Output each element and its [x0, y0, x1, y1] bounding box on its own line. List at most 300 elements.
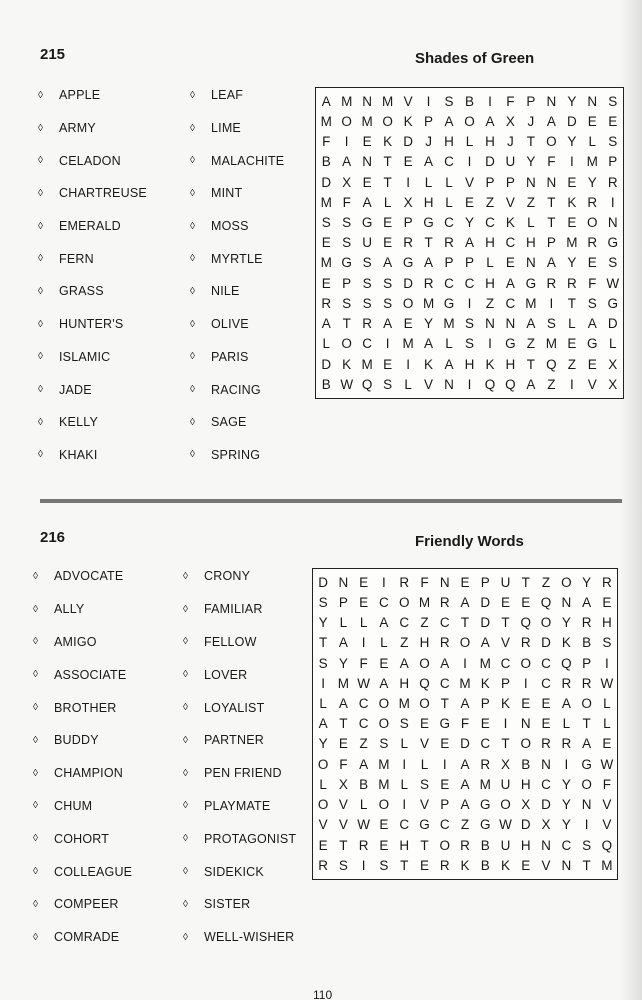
grid-letter: C	[505, 235, 516, 251]
diamond-bullet-icon: ◊	[183, 898, 189, 910]
word-list-item	[38, 275, 147, 308]
word-text: FERN	[59, 251, 94, 266]
grid-letter: Y	[567, 93, 577, 109]
grid-letter: R	[423, 275, 434, 291]
word-list-item	[33, 626, 132, 659]
grid-letter: A	[338, 635, 348, 651]
grid-letter: O	[341, 113, 352, 129]
word-text: OLIVE	[211, 317, 249, 332]
grid-letter: L	[420, 756, 429, 772]
grid-letter: C	[561, 837, 572, 853]
grid-letter: C	[444, 215, 454, 231]
grid-letter: R	[561, 736, 572, 752]
word-list-item	[38, 308, 147, 341]
grid-letter: Y	[464, 215, 474, 231]
diamond-bullet-icon: ◊	[38, 155, 44, 167]
grid-letter: R	[581, 675, 592, 691]
grid-letter: I	[442, 756, 447, 772]
grid-letter: L	[319, 776, 327, 792]
grid-letter: R	[581, 615, 592, 631]
word-text: CHAMPION	[54, 766, 123, 781]
grid-letter: L	[445, 194, 453, 210]
word-list-item	[33, 691, 132, 724]
word-list-column	[38, 79, 147, 471]
grid-letter: M	[566, 235, 578, 251]
word-list-item	[38, 341, 147, 374]
grid-letter: B	[321, 376, 331, 392]
grid-letter: B	[582, 635, 592, 651]
grid-letter: A	[359, 756, 369, 772]
grid-letter: K	[485, 356, 495, 372]
grid-letter: G	[525, 275, 537, 291]
grid-letter: E	[362, 174, 372, 190]
word-list-item	[183, 691, 296, 724]
grid-letter: T	[460, 615, 470, 631]
grid-letter: U	[500, 837, 511, 853]
grid-letter: O	[378, 696, 390, 712]
diamond-bullet-icon: ◊	[183, 636, 189, 648]
grid-letter: E	[383, 215, 393, 231]
grid-letter: Y	[424, 316, 434, 332]
grid-letter: Z	[526, 336, 536, 352]
grid-letter: V	[602, 817, 612, 833]
grid-letter: A	[505, 275, 515, 291]
word-text: SISTER	[204, 897, 251, 912]
grid-letter: R	[403, 235, 413, 251]
grid-letter: D	[485, 154, 495, 170]
grid-letter: K	[567, 194, 577, 210]
grid-letter: E	[359, 594, 369, 610]
grid-letter: T	[501, 736, 510, 752]
grid-letter: A	[338, 696, 348, 712]
grid-letter: D	[541, 635, 551, 651]
word-text: SAGE	[211, 415, 247, 430]
grid-letter: X	[608, 356, 618, 372]
grid-letter: E	[521, 857, 531, 873]
grid-letter: S	[608, 255, 618, 271]
grid-letter: I	[406, 174, 410, 190]
grid-letter: V	[419, 797, 429, 813]
word-text: KELLY	[59, 415, 98, 430]
grid-letter: S	[399, 716, 409, 732]
grid-letter: M	[601, 857, 613, 873]
grid-letter: I	[610, 194, 615, 210]
grid-letter: V	[338, 817, 348, 833]
grid-letter: C	[541, 675, 551, 691]
grid-letter: Z	[485, 295, 495, 311]
grid-letter: P	[464, 255, 474, 271]
grid-letter: M	[341, 93, 353, 109]
grid-letter: M	[378, 776, 390, 792]
grid-letter: C	[439, 615, 450, 631]
grid-letter: J	[507, 134, 514, 150]
grid-letter: O	[581, 776, 592, 792]
word-list-item	[33, 593, 132, 626]
grid-letter: M	[586, 154, 598, 170]
grid-letter: R	[607, 174, 618, 190]
grid-letter: C	[505, 295, 516, 311]
word-text: JADE	[59, 382, 92, 397]
word-list-item	[183, 724, 296, 757]
diamond-bullet-icon: ◊	[38, 351, 44, 363]
word-list-item	[38, 373, 147, 406]
grid-letter: V	[424, 376, 434, 392]
grid-letter: E	[321, 275, 331, 291]
grid-letter: X	[608, 376, 618, 392]
grid-letter: X	[505, 113, 515, 129]
grid-letter: O	[402, 295, 414, 311]
word-list-item	[33, 757, 132, 790]
grid-letter: E	[587, 113, 597, 129]
grid-letter: O	[398, 594, 410, 610]
grid-letter: E	[383, 356, 393, 372]
word-list-item	[183, 560, 296, 593]
grid-letter: O	[317, 797, 329, 813]
grid-letter: S	[342, 215, 352, 231]
grid-letter: K	[424, 356, 434, 372]
word-text: HUNTER'S	[59, 317, 124, 332]
word-list-item	[190, 210, 284, 243]
grid-letter: A	[362, 194, 372, 210]
grid-letter: L	[400, 736, 408, 752]
grid-letter: D	[607, 316, 618, 332]
grid-letter: A	[561, 696, 571, 712]
grid-letter: O	[581, 696, 592, 712]
grid-letter: T	[342, 316, 351, 332]
word-text: PARTNER	[204, 733, 264, 748]
word-text: LIME	[211, 121, 241, 136]
grid-letter: G	[402, 255, 414, 271]
grid-letter: F	[588, 275, 597, 291]
grid-letter: H	[505, 356, 516, 372]
grid-letter: D	[460, 736, 470, 752]
grid-letter: M	[378, 756, 390, 772]
word-list-item	[183, 593, 296, 626]
grid-letter: N	[362, 154, 373, 170]
grid-letter: Q	[520, 615, 532, 631]
diamond-bullet-icon: ◊	[183, 800, 189, 812]
grid-letter: A	[342, 154, 352, 170]
diamond-bullet-icon: ◊	[190, 449, 196, 461]
grid-letter: Z	[567, 356, 576, 372]
grid-letter: U	[500, 574, 511, 590]
grid-letter: C	[439, 675, 450, 691]
diamond-bullet-icon: ◊	[33, 866, 39, 878]
grid-letter: E	[567, 174, 577, 190]
word-list-item	[190, 144, 284, 177]
grid-letter: T	[526, 356, 536, 372]
grid-letter: R	[318, 857, 328, 873]
grid-letter: C	[444, 154, 454, 170]
grid-letter: E	[338, 736, 348, 752]
grid-letter: I	[569, 376, 574, 392]
grid-letter: L	[486, 255, 494, 271]
grid-letter: Z	[400, 635, 409, 651]
grid-letter: Q	[540, 594, 552, 610]
word-list-item	[33, 560, 132, 593]
grid-letter: D	[403, 134, 413, 150]
grid-letter: Y	[318, 736, 328, 752]
grid-letter: O	[540, 615, 552, 631]
word-list-item	[183, 855, 296, 888]
puzzle-title: Shades of Green	[415, 50, 535, 67]
word-text: CRONY	[204, 569, 251, 584]
grid-letter: I	[402, 797, 407, 813]
word-text: COHORT	[54, 831, 110, 846]
grid-letter: D	[541, 797, 551, 813]
grid-letter: A	[464, 235, 474, 251]
grid-letter: Y	[561, 615, 571, 631]
grid-letter: R	[541, 736, 551, 752]
grid-letter: T	[383, 174, 392, 190]
grid-letter: S	[587, 295, 597, 311]
grid-letter: N	[541, 756, 551, 772]
grid-letter: T	[582, 716, 591, 732]
grid-letter: O	[500, 797, 511, 813]
grid-letter: P	[424, 113, 434, 129]
word-text: LEAF	[211, 88, 244, 103]
grid-letter: Y	[561, 776, 571, 792]
grid-letter: T	[339, 837, 348, 853]
grid-letter: R	[444, 235, 454, 251]
grid-letter: F	[460, 716, 470, 732]
grid-letter: O	[464, 113, 475, 129]
word-text: COMRADE	[54, 930, 120, 945]
grid-letter: Q	[484, 376, 496, 392]
grid-letter: K	[505, 215, 515, 231]
grid-letter: B	[321, 154, 331, 170]
grid-letter: I	[467, 154, 472, 170]
grid-letter: G	[505, 336, 516, 352]
word-list-item	[190, 341, 284, 374]
grid-letter: E	[541, 696, 551, 712]
puzzle-number: 216	[40, 529, 66, 546]
grid-letter: O	[459, 635, 471, 651]
grid-letter: E	[379, 837, 389, 853]
diamond-bullet-icon: ◊	[190, 187, 196, 199]
grid-letter: N	[546, 174, 557, 190]
grid-letter: K	[460, 857, 470, 873]
grid-letter: N	[561, 594, 572, 610]
grid-letter: D	[321, 356, 332, 372]
grid-letter: L	[609, 336, 617, 352]
grid-letter: A	[526, 316, 536, 332]
word-list-item	[190, 373, 284, 406]
grid-letter: H	[419, 635, 430, 651]
grid-letter: S	[379, 857, 389, 873]
grid-letter: E	[602, 736, 612, 752]
grid-letter: I	[523, 675, 528, 691]
grid-letter: W	[499, 817, 512, 833]
diamond-bullet-icon: ◊	[33, 603, 39, 615]
grid-letter: I	[503, 716, 508, 732]
grid-letter: H	[485, 134, 495, 150]
word-list-column	[190, 79, 284, 471]
letter-grid	[315, 87, 624, 399]
grid-letter: O	[561, 574, 572, 590]
grid-letter: R	[439, 635, 450, 651]
grid-letter: Y	[582, 574, 592, 590]
grid-letter: G	[439, 716, 450, 732]
grid-letter: M	[443, 316, 455, 332]
grid-letter: L	[445, 336, 453, 352]
diamond-bullet-icon: ◊	[183, 702, 189, 714]
grid-letter: E	[318, 837, 328, 853]
grid-letter: I	[406, 356, 410, 372]
grid-letter: H	[399, 837, 410, 853]
grid-letter: K	[561, 635, 571, 651]
grid-letter: H	[601, 615, 612, 631]
grid-letter: L	[380, 635, 388, 651]
grid-letter: F	[322, 134, 331, 150]
grid-letter: I	[584, 817, 589, 833]
grid-letter: I	[385, 336, 390, 352]
grid-letter: H	[399, 675, 410, 691]
grid-letter: A	[460, 696, 470, 712]
grid-letter: L	[562, 716, 571, 732]
grid-letter: O	[419, 696, 430, 712]
grid-letter: T	[319, 635, 328, 651]
grid-letter: X	[338, 776, 348, 792]
diamond-bullet-icon: ◊	[38, 285, 44, 297]
grid-letter: M	[545, 336, 557, 352]
grid-letter: I	[463, 655, 467, 671]
grid-letter: R	[546, 275, 557, 291]
grid-letter: E	[464, 194, 474, 210]
grid-letter: F	[602, 776, 611, 792]
grid-letter: Y	[587, 174, 597, 190]
grid-letter: L	[568, 316, 576, 332]
grid-letter: C	[358, 716, 369, 732]
grid-letter: E	[440, 776, 450, 792]
grid-letter: Y	[561, 817, 571, 833]
grid-letter: G	[587, 336, 598, 352]
grid-letter: V	[501, 635, 511, 651]
grid-letter: A	[546, 113, 556, 129]
grid-letter: S	[342, 235, 352, 251]
grid-letter: D	[403, 275, 413, 291]
grid-letter: E	[521, 594, 531, 610]
grid-letter: I	[361, 857, 366, 873]
grid-letter: L	[603, 696, 611, 712]
grid-letter: J	[527, 113, 535, 129]
grid-letter: Y	[526, 154, 536, 170]
grid-letter: I	[467, 295, 472, 311]
grid-letter: E	[383, 235, 393, 251]
grid-letter: P	[338, 594, 348, 610]
word-text: SPRING	[211, 447, 261, 462]
diamond-bullet-icon: ◊	[190, 220, 196, 232]
grid-letter: V	[338, 797, 348, 813]
grid-letter: E	[608, 113, 618, 129]
diamond-bullet-icon: ◊	[190, 122, 196, 134]
grid-letter: T	[383, 154, 392, 170]
grid-letter: N	[526, 255, 536, 271]
grid-letter: D	[520, 817, 531, 833]
grid-letter: T	[526, 134, 536, 150]
grid-letter: A	[480, 635, 490, 651]
grid-letter: L	[588, 134, 597, 150]
word-text: MYRTLE	[211, 251, 263, 266]
grid-letter: G	[607, 235, 619, 251]
grid-letter: S	[342, 295, 352, 311]
grid-letter: I	[402, 756, 407, 772]
grid-letter: Y	[561, 797, 571, 813]
diamond-bullet-icon: ◊	[38, 384, 44, 396]
grid-letter: B	[359, 776, 369, 792]
diamond-bullet-icon: ◊	[183, 767, 189, 779]
word-text: FELLOW	[204, 634, 257, 649]
grid-letter: O	[419, 655, 430, 671]
word-text: ADVOCATE	[54, 569, 124, 584]
grid-letter: D	[318, 574, 328, 590]
puzzle-title: Friendly Words	[415, 533, 524, 550]
grid-letter: P	[403, 215, 413, 231]
grid-letter: K	[342, 356, 352, 372]
letter-grid	[312, 568, 618, 880]
diamond-bullet-icon: ◊	[33, 800, 39, 812]
word-list-item	[183, 921, 296, 954]
grid-letter: A	[379, 615, 389, 631]
grid-letter: P	[485, 174, 495, 190]
grid-letter: L	[383, 194, 392, 210]
grid-letter: Q	[361, 376, 373, 392]
grid-letter: E	[567, 336, 577, 352]
grid-letter: S	[546, 316, 556, 332]
word-list-item	[33, 790, 132, 823]
grid-letter: M	[382, 93, 394, 109]
word-list-item	[183, 790, 296, 823]
diamond-bullet-icon: ◊	[33, 767, 39, 779]
grid-letter: R	[321, 295, 332, 311]
grid-letter: M	[479, 655, 491, 671]
grid-letter: H	[444, 134, 454, 150]
diamond-bullet-icon: ◊	[38, 449, 44, 461]
word-list-item	[190, 439, 284, 472]
grid-letter: S	[321, 215, 331, 231]
grid-letter: R	[362, 316, 373, 332]
diamond-bullet-icon: ◊	[190, 351, 196, 363]
grid-letter: L	[465, 134, 474, 150]
grid-letter: I	[382, 574, 386, 590]
diamond-bullet-icon: ◊	[33, 931, 39, 943]
grid-letter: K	[403, 113, 413, 129]
grid-letter: Q	[546, 356, 557, 372]
grid-letter: S	[318, 594, 328, 610]
grid-letter: S	[383, 295, 393, 311]
diamond-bullet-icon: ◊	[183, 931, 189, 943]
grid-letter: M	[418, 594, 431, 610]
word-text: PEN FRIEND	[204, 766, 282, 781]
word-list-item	[190, 79, 284, 112]
section-divider	[40, 499, 622, 503]
word-list-item	[183, 626, 296, 659]
grid-letter: I	[564, 756, 569, 772]
grid-letter: T	[339, 716, 348, 732]
grid-letter: O	[520, 736, 532, 752]
word-text: BROTHER	[54, 700, 117, 715]
grid-letter: M	[422, 295, 435, 311]
grid-letter: K	[383, 134, 393, 150]
grid-letter: O	[546, 134, 557, 150]
grid-letter: C	[358, 696, 369, 712]
grid-letter: L	[359, 797, 368, 813]
grid-letter: F	[339, 756, 348, 772]
diamond-bullet-icon: ◊	[183, 734, 189, 746]
word-text: ISLAMIC	[59, 349, 111, 364]
grid-letter: D	[566, 113, 577, 129]
grid-letter: G	[581, 756, 592, 772]
